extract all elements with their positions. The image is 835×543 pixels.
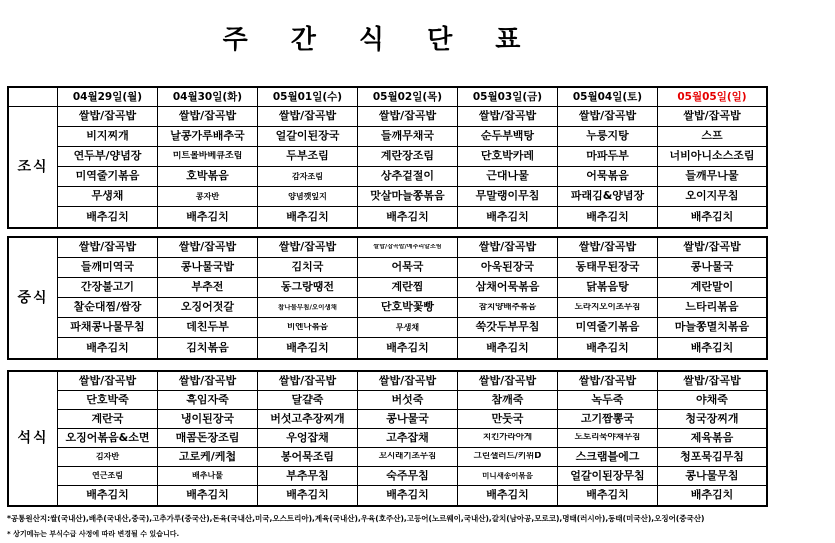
menu-cell-text: 배추김치 (186, 210, 229, 223)
menu-cell-text: 도토리묵야채무침 (574, 433, 641, 443)
menu-cell (158, 127, 258, 147)
menu-cell (158, 467, 258, 486)
menu-cell (158, 147, 258, 167)
menu-cell-text: 계란국 (91, 412, 124, 425)
menu-cell-text: 들깨무채국 (380, 130, 435, 143)
menu-cell-text: 미트볼바베큐조림 (172, 151, 243, 162)
menu-cell (458, 298, 558, 318)
menu-cell (558, 207, 658, 227)
menu-cell (358, 127, 458, 147)
menu-cell (58, 467, 158, 486)
menu-cell (258, 338, 358, 358)
menu-cell (158, 429, 258, 448)
menu-cell (258, 448, 358, 467)
menu-cell (158, 338, 258, 358)
menu-cell (158, 486, 258, 505)
menu-cell-text: 참나물무침/오이생채 (278, 303, 337, 311)
menu-cell-text: 얼갈이된장무침 (570, 469, 645, 482)
menu-cell-text: 계란장조림 (380, 150, 435, 163)
menu-cell (558, 278, 658, 298)
menu-cell-text: 쌀밥/잡곡밥 (178, 241, 237, 254)
menu-cell (158, 391, 258, 410)
menu-cell (358, 238, 458, 258)
menu-cell-text: 들깨미역국 (80, 261, 135, 274)
menu-cell-text: 동그랑땡전 (280, 281, 335, 294)
menu-cell-text: 배추김치 (690, 341, 734, 354)
menu-cell (358, 429, 458, 448)
menu-cell (58, 127, 158, 147)
date-header (558, 88, 658, 107)
menu-cell-text: 배추김치 (286, 341, 329, 354)
menu-cell-text: 배추김치 (386, 210, 429, 223)
menu-cell (658, 187, 766, 207)
menu-cell-text: 꼬시래기초무침 (378, 452, 437, 462)
menu-cell (58, 187, 158, 207)
menu-cell (458, 448, 558, 467)
page-title: 주 간 식 단 표 (222, 25, 538, 55)
menu-cell-text: 콩나물국 (690, 261, 734, 274)
menu-cell-text: 맛살마늘쫑볶음 (370, 190, 445, 203)
menu-cell-text: 얼갈이된장국 (275, 130, 340, 143)
menu-cell-text: 쌀밥/잡곡밥 (683, 374, 741, 387)
menu-cell-text: 양념깻잎지 (288, 191, 327, 201)
menu-cell (458, 127, 558, 147)
menu-cell-text: 상추겉절이 (380, 170, 435, 183)
menu-cell-text: 콩나물무침 (685, 469, 739, 482)
menu-cell (558, 338, 658, 358)
menu-cell (158, 372, 258, 391)
menu-cell (58, 278, 158, 298)
menu-cell-text: 쌀밥/잡곡밥 (578, 374, 637, 387)
menu-cell-text: 김치국 (291, 261, 324, 274)
menu-cell (58, 167, 158, 187)
menu-cell-text: 연두부/양념장 (73, 150, 142, 163)
menu-cell (158, 167, 258, 187)
lunch-block (7, 236, 768, 360)
menu-cell-text: 쌀밥/잡곡밥/메추리알조림 (373, 244, 442, 251)
menu-cell-text: 버섯고추장찌개 (270, 412, 345, 425)
menu-cell-text: 오이지무침 (685, 190, 739, 203)
menu-cell-text: 배추김치 (486, 489, 529, 502)
menu-cell-text: 오징어젓갈 (180, 301, 235, 314)
menu-cell (58, 258, 158, 278)
menu-cell-text: 제육볶음 (690, 431, 734, 444)
menu-cell-text: 미니새송이볶음 (482, 471, 533, 480)
menu-cell-text: 쌀밥/잡곡밥 (178, 110, 237, 123)
menu-cell (358, 187, 458, 207)
menu-cell (458, 338, 558, 358)
menu-cell (158, 410, 258, 429)
menu-cell-text: 버섯죽 (391, 393, 424, 406)
menu-cell-text: 봉어묵조림 (280, 450, 335, 463)
menu-cell (658, 238, 766, 258)
menu-cell (458, 467, 558, 486)
menu-cell-text: 치킨가라아게 (482, 433, 533, 443)
menu-cell (558, 238, 658, 258)
menu-cell (558, 147, 658, 167)
menu-cell-text: 그린샐러드/키위D (473, 452, 542, 462)
menu-cell-text: 들깨무나물 (685, 170, 739, 183)
menu-cell (358, 107, 458, 127)
menu-cell-text: 단호박죽 (86, 393, 129, 406)
meal-label (9, 107, 58, 227)
menu-cell (258, 207, 358, 227)
menu-cell-text: 쑥갓두부무침 (475, 321, 540, 334)
menu-cell (558, 467, 658, 486)
menu-cell (358, 467, 458, 486)
menu-cell-text: 청국장찌개 (685, 412, 739, 425)
menu-cell-text: 배추김치 (86, 489, 129, 502)
menu-cell-text: 비지찌개 (86, 130, 129, 143)
date-header (658, 88, 766, 107)
menu-cell-text: 쌀밥/잡곡밥 (578, 241, 637, 254)
menu-cell (158, 448, 258, 467)
menu-cell (558, 372, 658, 391)
menu-cell-text: 쌀밥/잡곡밥 (683, 241, 741, 254)
menu-cell (558, 167, 658, 187)
date-header-text: 05월03일(금) (472, 90, 543, 103)
menu-cell-text: 쌀밥/잡곡밥 (378, 374, 437, 387)
meal-label-text: 석식 (17, 430, 49, 447)
menu-cell (58, 107, 158, 127)
menu-cell (358, 318, 458, 338)
menu-cell-text: 계란찜 (391, 281, 424, 294)
menu-cell (258, 391, 358, 410)
menu-cell-text: 쌀밥/잡곡밥 (478, 241, 537, 254)
menu-cell (258, 127, 358, 147)
menu-cell-text: 배추김치 (486, 210, 529, 223)
date-header-text: 05월02일(목) (372, 90, 443, 103)
menu-cell-text: 매콤돈장조림 (175, 431, 240, 444)
menu-cell (658, 258, 766, 278)
menu-cell-text: 동태무된장국 (575, 261, 640, 274)
menu-cell-text: 어묵볶음 (586, 170, 629, 183)
menu-cell-text: 쌀밥/잡곡밥 (78, 241, 137, 254)
menu-cell (658, 278, 766, 298)
menu-cell (358, 448, 458, 467)
menu-cell (458, 147, 558, 167)
menu-cell (258, 258, 358, 278)
menu-cell (258, 429, 358, 448)
menu-cell-text: 날콩가루배추국 (170, 130, 245, 143)
menu-cell-text: 야채죽 (696, 393, 728, 406)
menu-cell (258, 410, 358, 429)
menu-cell (458, 486, 558, 505)
menu-cell (358, 338, 458, 358)
menu-cell-text: 도라지오이초무침 (574, 302, 641, 312)
dinner-block (7, 370, 768, 507)
date-header (458, 88, 558, 107)
menu-cell (458, 107, 558, 127)
menu-cell-text: 쌀밥/잡곡밥 (78, 374, 137, 387)
menu-cell-text: 오징어볶음&소면 (65, 431, 150, 444)
menu-cell (58, 298, 158, 318)
menu-cell (658, 372, 766, 391)
menu-cell (458, 258, 558, 278)
menu-cell-text: 고로케/케첩 (178, 450, 237, 463)
date-header-text: 04월30일(화) (172, 90, 243, 103)
menu-cell (558, 318, 658, 338)
menu-cell-text: 느타리볶음 (685, 301, 739, 314)
menu-cell (458, 167, 558, 187)
menu-cell-text: 단호박꽃빵 (380, 301, 435, 314)
menu-cell (58, 410, 158, 429)
menu-cell (458, 278, 558, 298)
menu-cell (58, 429, 158, 448)
menu-cell-text: 냉이된장국 (180, 412, 235, 425)
menu-cell-text: 콩자반 (195, 191, 220, 201)
menu-cell-text: 쌀밥/잡곡밥 (478, 374, 537, 387)
menu-cell (58, 318, 158, 338)
date-header-text: 05월01일(수) (272, 90, 343, 103)
menu-cell-text: 배추나물 (192, 471, 223, 481)
menu-cell (658, 429, 766, 448)
menu-cell-text: 부추전 (191, 281, 224, 294)
menu-cell-text: 배추김치 (690, 210, 734, 223)
menu-cell (258, 318, 358, 338)
menu-cell-text: 쌀밥/잡곡밥 (683, 110, 741, 123)
menu-cell-text: 쌀밥/잡곡밥 (578, 110, 637, 123)
menu-cell-text: 두부조림 (286, 150, 329, 163)
menu-cell (658, 127, 766, 147)
menu-cell-text: 파채콩나물무침 (70, 321, 145, 334)
menu-cell (558, 187, 658, 207)
menu-cell-text: 쌀밥/잡곡밥 (278, 241, 337, 254)
breakfast-block (7, 86, 768, 229)
meal-label (9, 238, 58, 358)
menu-cell-text: 배추김치 (86, 341, 129, 354)
menu-cell (558, 410, 658, 429)
menu-cell (158, 258, 258, 278)
menu-cell (658, 391, 766, 410)
menu-cell-text: 데친두부 (186, 321, 229, 334)
menu-cell (658, 338, 766, 358)
menu-cell-text: 너비아니소스조림 (669, 150, 755, 163)
menu-cell-text: 배추김치 (586, 210, 629, 223)
menu-cell (258, 107, 358, 127)
menu-cell (558, 429, 658, 448)
menu-cell-text: 배추김치 (386, 341, 429, 354)
menu-cell (458, 410, 558, 429)
menu-cell (158, 278, 258, 298)
menu-cell-text: 미역줄기볶음 (75, 170, 140, 183)
menu-cell (658, 298, 766, 318)
menu-cell (558, 298, 658, 318)
menu-cell-text: 스프 (701, 130, 723, 143)
menu-cell (658, 486, 766, 505)
menu-cell (458, 391, 558, 410)
menu-cell-text: 청포묵김무침 (680, 450, 744, 463)
menu-cell (258, 238, 358, 258)
menu-cell (58, 338, 158, 358)
menu-cell-text: 배추김치 (286, 489, 329, 502)
menu-cell (458, 238, 558, 258)
menu-cell (558, 448, 658, 467)
menu-cell-text: 마파두부 (586, 150, 629, 163)
menu-cell (258, 167, 358, 187)
menu-cell-text: 배추김치 (386, 489, 429, 502)
date-header (158, 88, 258, 107)
menu-cell-text: 닭볶음탕 (586, 281, 629, 294)
menu-cell (258, 147, 358, 167)
menu-cell-text: 고추잡채 (386, 431, 429, 444)
menu-cell-text: 쌀밥/잡곡밥 (178, 374, 237, 387)
menu-cell (258, 486, 358, 505)
date-header-text: 04월29일(월) (72, 90, 143, 103)
menu-cell (358, 372, 458, 391)
date-header-text: 05월04일(토) (572, 90, 643, 103)
menu-cell-text: 비엔나볶음 (286, 322, 329, 332)
header-corner (9, 88, 58, 107)
menu-cell (358, 258, 458, 278)
menu-cell (358, 167, 458, 187)
menu-cell (258, 298, 358, 318)
menu-cell-text: 달걀죽 (291, 393, 324, 406)
menu-cell (658, 107, 766, 127)
meal-label-text: 조식 (17, 158, 49, 175)
menu-cell (158, 107, 258, 127)
meal-label-text: 중식 (17, 289, 49, 306)
menu-cell-text: 만둣국 (491, 412, 524, 425)
menu-cell (458, 318, 558, 338)
menu-cell-text: 계란말이 (690, 281, 734, 294)
menu-cell-text: 무생채 (395, 322, 420, 332)
menu-cell (658, 448, 766, 467)
menu-cell (658, 318, 766, 338)
menu-cell-text: 참치양배추볶음 (478, 302, 537, 312)
menu-cell-text: 흑임자죽 (186, 393, 229, 406)
menu-cell (158, 298, 258, 318)
menu-cell-text: 어묵국 (391, 261, 424, 274)
menu-cell (358, 278, 458, 298)
menu-cell (358, 147, 458, 167)
menu-cell (658, 467, 766, 486)
menu-cell (358, 410, 458, 429)
menu-cell (258, 187, 358, 207)
origin-notice: *공통원산지:쌀(국내산),배추(국내산,중국),고추가루(중국산),돈육(국내산,미국,오스트리아),계육(국내산),우육(호주산),고등어(노르웨이,국내산),갈치(남아공,모로코),명태(러시아),동태(미국산),오징어(중국산) (7, 514, 705, 523)
menu-cell-text: 미역줄기볶음 (575, 321, 640, 334)
date-header (358, 88, 458, 107)
menu-cell (58, 372, 158, 391)
menu-cell (558, 127, 658, 147)
menu-cell (58, 207, 158, 227)
menu-cell (58, 147, 158, 167)
menu-cell-text: 배추김치 (186, 489, 229, 502)
menu-cell (58, 238, 158, 258)
menu-cell-text: 누룽지탕 (586, 130, 629, 143)
menu-cell (258, 467, 358, 486)
menu-cell-text: 참깨죽 (491, 393, 524, 406)
menu-cell (658, 410, 766, 429)
menu-cell (458, 187, 558, 207)
menu-cell-text: 콩나물국 (386, 412, 429, 425)
menu-cell-text: 파래김&양념장 (570, 190, 645, 203)
menu-cell-text: 마늘쫑멸치볶음 (674, 321, 750, 334)
menu-cell (358, 486, 458, 505)
menu-cell-text: 쌀밥/잡곡밥 (278, 374, 337, 387)
menu-cell (658, 167, 766, 187)
menu-cell (358, 391, 458, 410)
menu-cell-text: 스크램블에그 (575, 450, 640, 463)
date-header (258, 88, 358, 107)
menu-cell-text: 찰순대찜/쌈장 (73, 301, 142, 314)
menu-cell-text: 무생채 (91, 190, 124, 203)
menu-cell (358, 298, 458, 318)
menu-cell (558, 107, 658, 127)
menu-cell (458, 429, 558, 448)
menu-cell-text: 근대나물 (486, 170, 529, 183)
menu-cell (558, 486, 658, 505)
menu-cell-text: 김치볶음 (186, 341, 229, 354)
menu-cell (358, 207, 458, 227)
menu-cell-text: 쌀밥/잡곡밥 (378, 110, 437, 123)
menu-cell-text: 우엉잡채 (286, 431, 329, 444)
menu-cell-text: 배추김치 (86, 210, 129, 223)
menu-cell-text: 호박볶음 (186, 170, 229, 183)
menu-cell (158, 238, 258, 258)
menu-cell-text: 삼채어묵볶음 (475, 281, 540, 294)
menu-cell (258, 372, 358, 391)
date-header-text: 05월05일(일) (677, 90, 747, 103)
menu-cell-text: 단호박카레 (480, 150, 535, 163)
menu-cell-text: 배추김치 (286, 210, 329, 223)
menu-cell (158, 187, 258, 207)
menu-cell-text: 김자반 (95, 452, 120, 462)
menu-cell-text: 부추무침 (286, 469, 329, 482)
menu-cell-text: 녹두죽 (591, 393, 624, 406)
meal-label (9, 372, 58, 505)
menu-cell (558, 391, 658, 410)
menu-cell-text: 배추김치 (690, 489, 734, 502)
menu-cell-text: 무말랭이무침 (475, 190, 540, 203)
menu-cell-text: 쌀밥/잡곡밥 (278, 110, 337, 123)
menu-cell-text: 아욱된장국 (480, 261, 535, 274)
menu-cell (658, 147, 766, 167)
menu-cell (458, 372, 558, 391)
menu-cell-text: 간장불고기 (80, 281, 135, 294)
menu-cell (558, 258, 658, 278)
menu-cell (258, 278, 358, 298)
menu-cell-text: 쌀밥/잡곡밥 (478, 110, 537, 123)
menu-cell (158, 318, 258, 338)
menu-cell (58, 391, 158, 410)
menu-cell (158, 207, 258, 227)
menu-cell-text: 쌀밥/잡곡밥 (78, 110, 137, 123)
menu-cell (658, 207, 766, 227)
menu-cell-text: 배추김치 (586, 341, 629, 354)
menu-cell (458, 207, 558, 227)
menu-cell-text: 배추김치 (486, 341, 529, 354)
menu-cell-text: 숙주무침 (386, 469, 429, 482)
menu-cell-text: 연근조림 (92, 471, 123, 481)
menu-cell-text: 배추김치 (586, 489, 629, 502)
menu-cell-text: 감자조림 (292, 171, 323, 181)
change-notice: * 상기메뉴는 부식수급 사정에 따라 변경될 수 있습니다. (7, 530, 180, 538)
menu-cell-text: 고기짬뽕국 (580, 412, 635, 425)
date-header (58, 88, 158, 107)
menu-cell (58, 448, 158, 467)
menu-cell-text: 콩나물국밥 (180, 261, 235, 274)
menu-cell (58, 486, 158, 505)
menu-cell-text: 순두부백탕 (480, 130, 535, 143)
